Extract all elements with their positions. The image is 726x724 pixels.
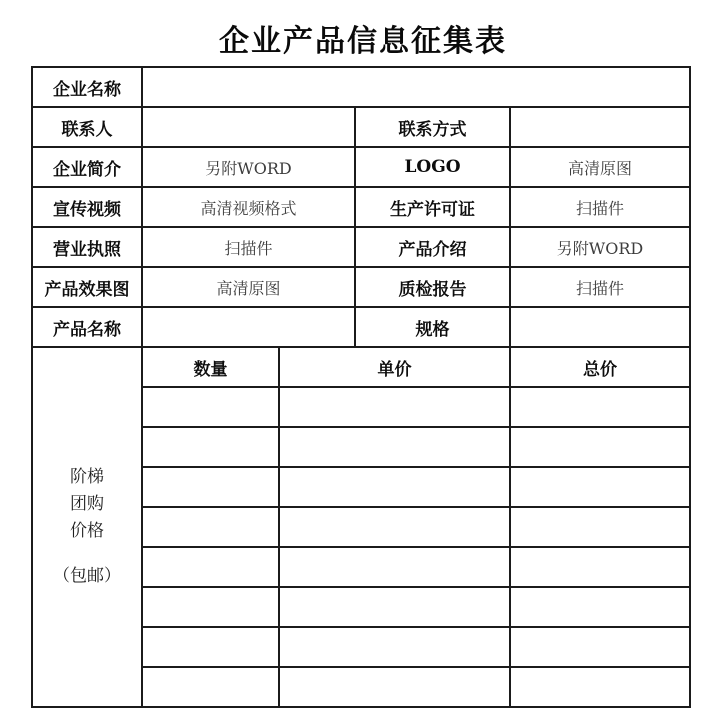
total-price-input-cell[interactable] bbox=[510, 467, 690, 507]
total-price-input-cell[interactable] bbox=[510, 667, 690, 707]
company-profile-label: 企业简介 bbox=[32, 147, 142, 187]
quantity-input-cell[interactable] bbox=[142, 467, 279, 507]
table-row-license-intro bbox=[32, 227, 690, 267]
total-price-input-cell[interactable] bbox=[510, 507, 690, 547]
total-price-input-cell[interactable] bbox=[510, 387, 690, 427]
total-price-input-cell[interactable] bbox=[510, 587, 690, 627]
form-table-area bbox=[31, 66, 691, 708]
company-profile-hint: 另附WORD bbox=[142, 147, 355, 187]
unit-price-input-cell[interactable] bbox=[279, 427, 510, 467]
spec-label: 规格 bbox=[355, 307, 510, 347]
product-image-hint: 高清原图 bbox=[142, 267, 355, 307]
quantity-input-cell[interactable] bbox=[142, 387, 279, 427]
spec-input-cell[interactable] bbox=[510, 307, 690, 347]
ladder-label-note: （包邮） bbox=[53, 566, 121, 586]
total-price-input-cell[interactable] bbox=[510, 547, 690, 587]
quantity-input-cell[interactable] bbox=[142, 627, 279, 667]
unit-price-input-cell[interactable] bbox=[279, 587, 510, 627]
table-row-product-name-spec bbox=[32, 307, 690, 347]
unit-price-input-cell[interactable] bbox=[279, 387, 510, 427]
production-license-hint: 扫描件 bbox=[510, 187, 690, 227]
promo-video-label: 宣传视频 bbox=[32, 187, 142, 227]
ladder-label-line: 团购 bbox=[70, 494, 104, 514]
contact-method-label: 联系方式 bbox=[355, 107, 510, 147]
product-name-input-cell[interactable] bbox=[142, 307, 355, 347]
total-price-header: 总价 bbox=[510, 347, 690, 387]
qc-report-label: 质检报告 bbox=[355, 267, 510, 307]
ladder-price-label bbox=[32, 347, 142, 707]
table-row-video-license bbox=[32, 187, 690, 227]
total-price-input-cell[interactable] bbox=[510, 427, 690, 467]
production-license-label: 生产许可证 bbox=[355, 187, 510, 227]
quantity-input-cell[interactable] bbox=[142, 547, 279, 587]
table-row-company-name bbox=[32, 67, 690, 107]
unit-price-input-cell[interactable] bbox=[279, 507, 510, 547]
contact-person-input-cell[interactable] bbox=[142, 107, 355, 147]
promo-video-hint: 高清视频格式 bbox=[142, 187, 355, 227]
qc-report-hint: 扫描件 bbox=[510, 267, 690, 307]
quantity-input-cell[interactable] bbox=[142, 667, 279, 707]
contact-person-label: 联系人 bbox=[32, 107, 142, 147]
product-intro-label: 产品介绍 bbox=[355, 227, 510, 267]
quantity-input-cell[interactable] bbox=[142, 507, 279, 547]
total-price-input-cell[interactable] bbox=[510, 627, 690, 667]
form-title: 企业产品信息征集表 bbox=[219, 24, 507, 59]
unit-price-input-cell[interactable] bbox=[279, 667, 510, 707]
ladder-rows bbox=[32, 347, 690, 707]
unit-price-input-cell[interactable] bbox=[279, 627, 510, 667]
quantity-header: 数量 bbox=[142, 347, 279, 387]
unit-price-input-cell[interactable] bbox=[279, 547, 510, 587]
product-image-label: 产品效果图 bbox=[32, 267, 142, 307]
logo-label: LOGO bbox=[355, 147, 510, 187]
ladder-price-table bbox=[31, 346, 691, 708]
table-row-image-report bbox=[32, 267, 690, 307]
ladder-header-row bbox=[32, 347, 690, 387]
table-row-contact bbox=[32, 107, 690, 147]
quantity-input-cell[interactable] bbox=[142, 587, 279, 627]
contact-method-input-cell[interactable] bbox=[510, 107, 690, 147]
ladder-label-line: 阶梯 bbox=[70, 467, 104, 487]
business-license-label: 营业执照 bbox=[32, 227, 142, 267]
logo-hint: 高清原图 bbox=[510, 147, 690, 187]
business-license-hint: 扫描件 bbox=[142, 227, 355, 267]
company-name-input-cell[interactable] bbox=[142, 67, 690, 107]
product-name-label: 产品名称 bbox=[32, 307, 142, 347]
product-intro-hint: 另附WORD bbox=[510, 227, 690, 267]
table-row-profile-logo bbox=[32, 147, 690, 187]
company-info-table bbox=[31, 66, 691, 348]
company-name-label: 企业名称 bbox=[32, 67, 142, 107]
quantity-input-cell[interactable] bbox=[142, 427, 279, 467]
unit-price-input-cell[interactable] bbox=[279, 467, 510, 507]
ladder-label-line: 价格 bbox=[70, 521, 104, 541]
unit-price-header: 单价 bbox=[279, 347, 510, 387]
